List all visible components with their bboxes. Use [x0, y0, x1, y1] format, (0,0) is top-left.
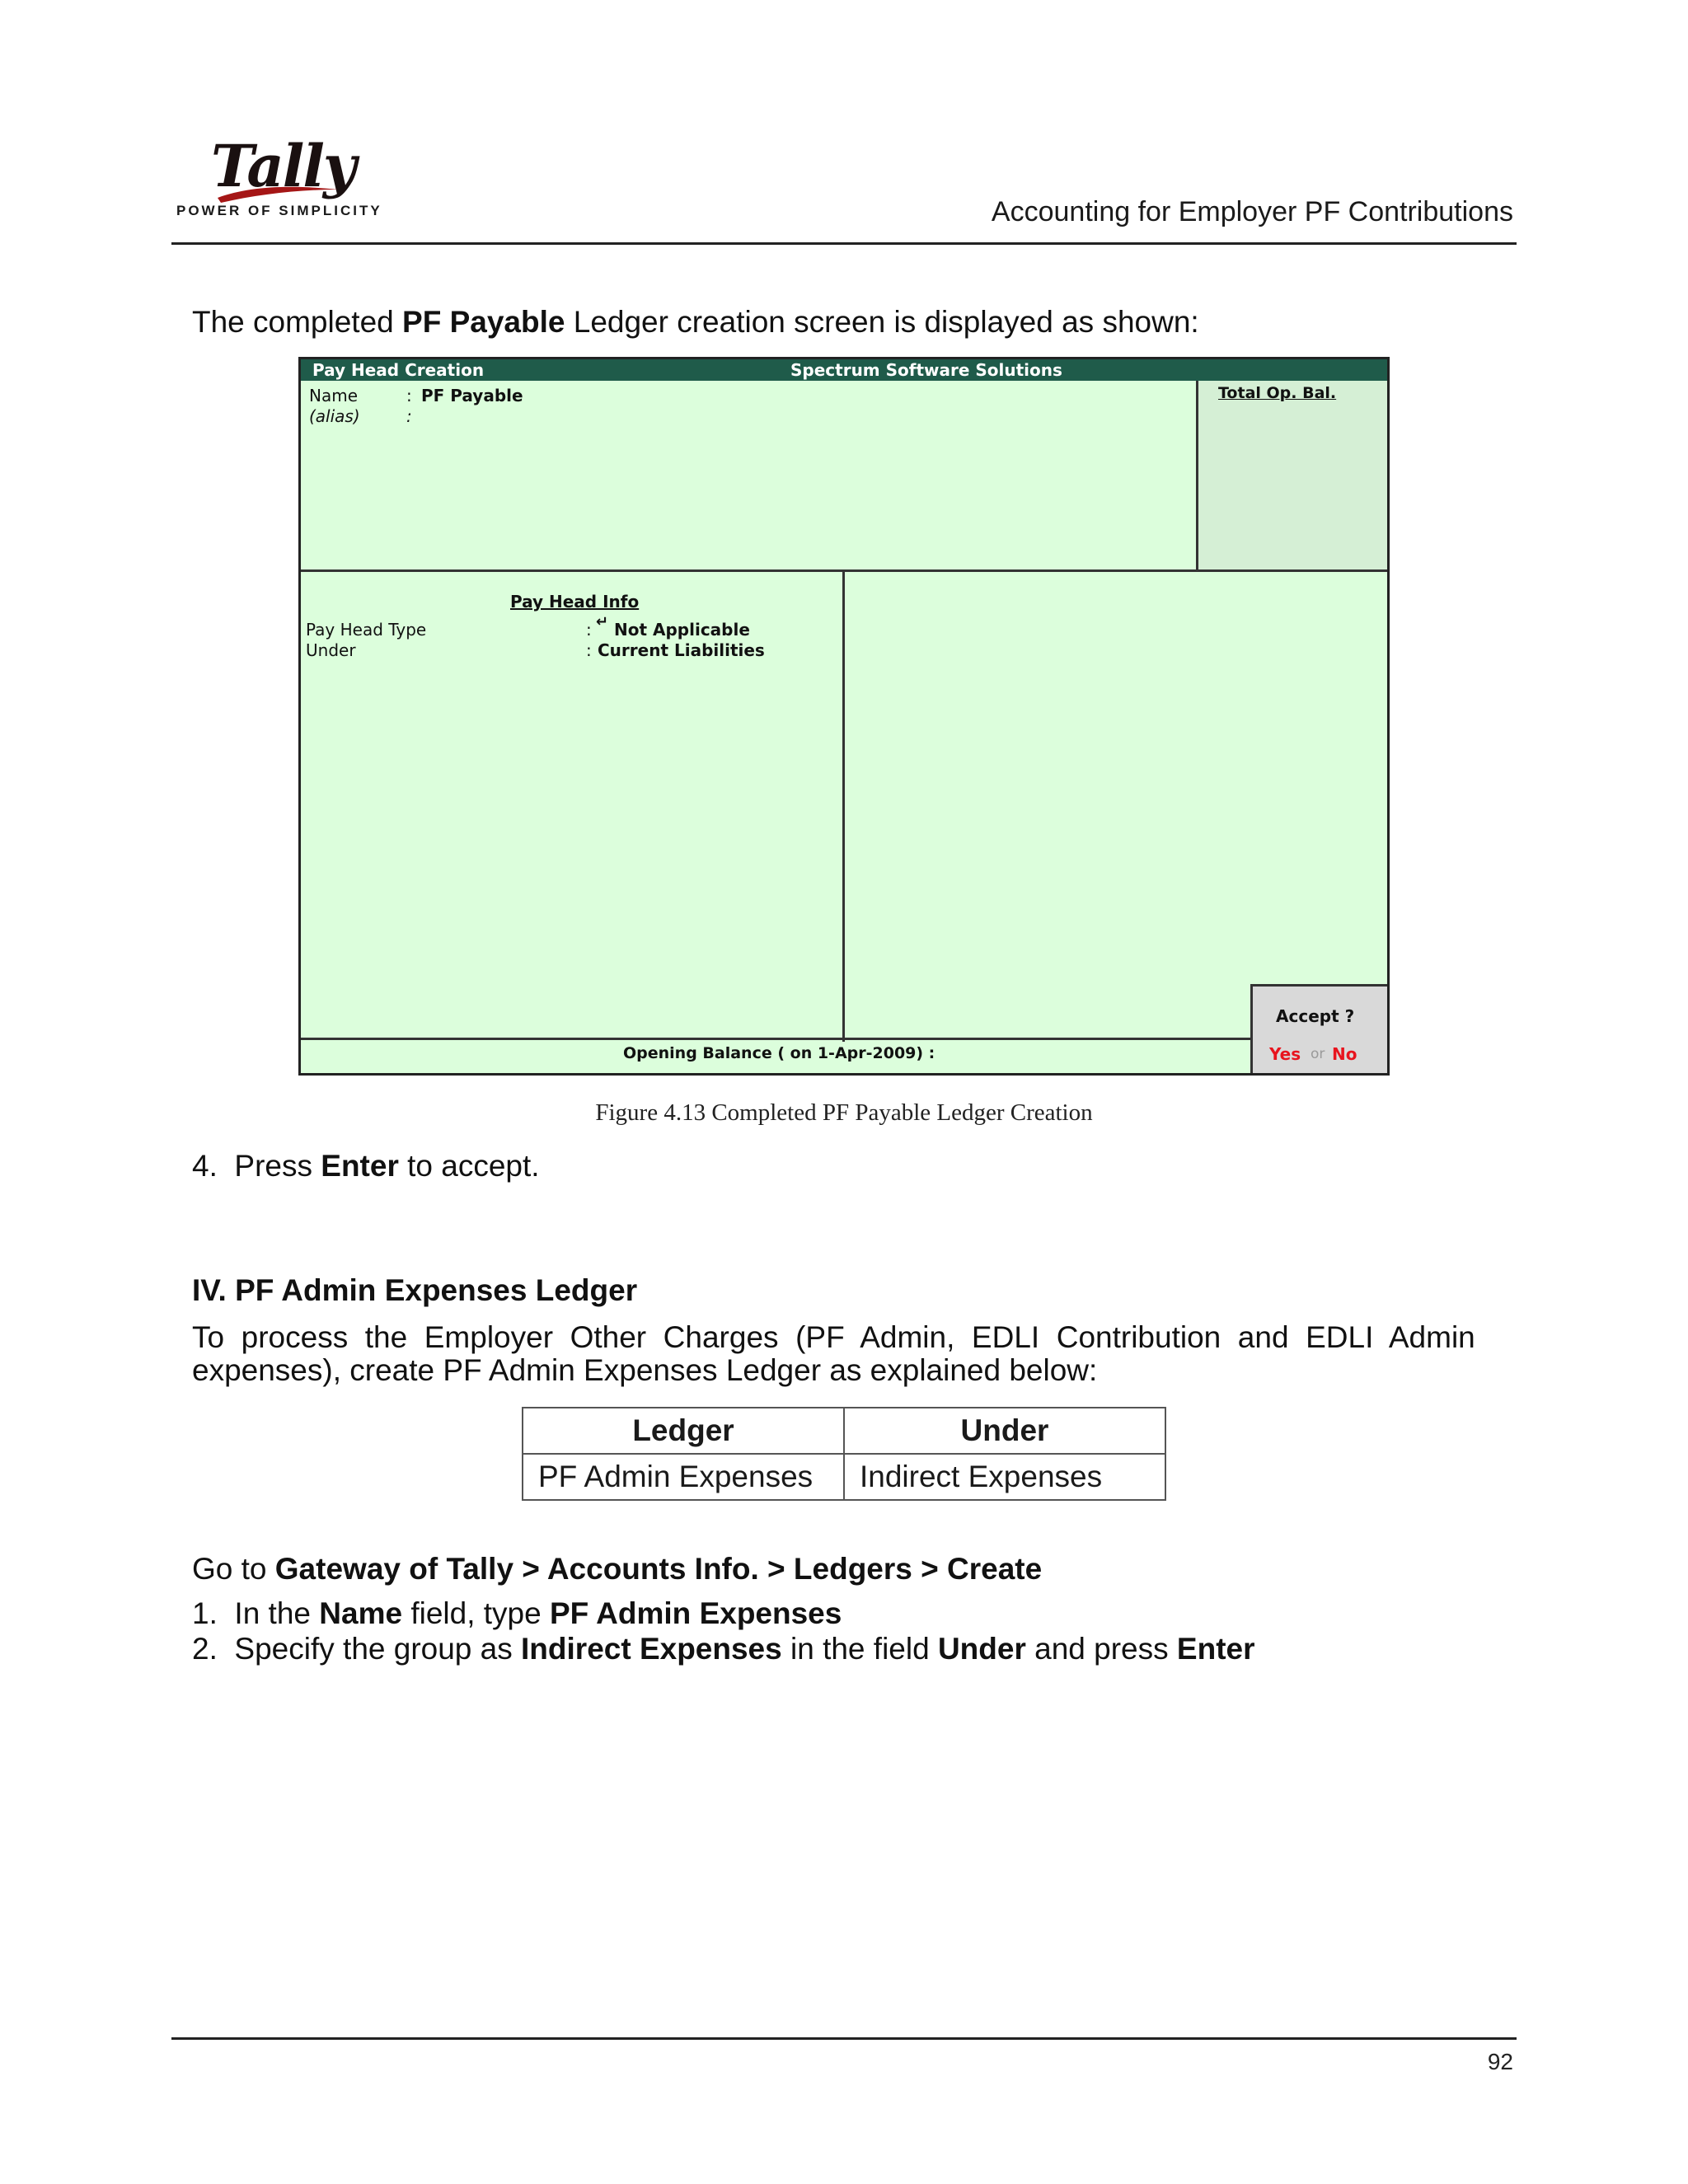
tally-screen	[298, 357, 1390, 1076]
step-bold: Indirect Expenses	[521, 1632, 782, 1666]
step-bold: Enter	[1176, 1632, 1255, 1666]
section-heading: IV. PF Admin Expenses Ledger	[192, 1273, 638, 1307]
step-number: 2.	[192, 1632, 218, 1666]
tally-title-bar	[301, 359, 1387, 381]
under-colon: :	[586, 640, 592, 660]
step-number: 1.	[192, 1596, 218, 1630]
step-text: and press	[1025, 1632, 1177, 1666]
step-text: In the	[234, 1596, 320, 1630]
table-cell: Indirect Expenses	[844, 1454, 1165, 1500]
step-text: field, type	[402, 1596, 550, 1630]
table-header-row	[523, 1408, 1165, 1454]
tally-logo	[175, 132, 382, 223]
header-divider	[171, 242, 1517, 245]
screen-divider	[842, 572, 845, 1042]
total-op-bal-panel	[1196, 381, 1387, 572]
step-bold: Enter	[321, 1149, 399, 1183]
tally-title-left: Pay Head Creation	[312, 360, 485, 380]
page-number: 92	[1487, 2049, 1513, 2074]
step-4	[192, 1149, 540, 1183]
pay-head-type-colon: :	[586, 620, 592, 640]
goto-line	[192, 1552, 1042, 1586]
name-colon: :	[406, 386, 412, 405]
step-bold: Under	[937, 1632, 1026, 1666]
intro-text-part: Ledger creation screen is displayed as shown:	[565, 305, 1199, 339]
screen-divider	[301, 1038, 1257, 1040]
intro-bold: PF Payable	[402, 305, 565, 339]
accept-or-text: or	[1311, 1046, 1325, 1062]
tally-company-name: Spectrum Software Solutions	[790, 360, 1062, 380]
logo-tagline: POWER OF SIMPLICITY	[176, 203, 382, 218]
alias-colon: :	[406, 406, 412, 426]
ledger-table	[522, 1407, 1166, 1501]
step-text: in the field	[781, 1632, 938, 1666]
name-field[interactable]: PF Payable	[421, 386, 523, 405]
logo-swoosh-icon	[216, 181, 340, 204]
total-op-bal-label: Total Op. Bal.	[1218, 384, 1337, 402]
table-row	[523, 1454, 1165, 1500]
intro-text	[192, 305, 1199, 340]
figure-caption: Figure 4.13 Completed PF Payable Ledger Creation	[595, 1099, 1093, 1126]
logo-wordmark: Tally	[211, 132, 355, 200]
intro-text-part: The completed	[192, 305, 403, 339]
pay-head-type-label: Pay Head Type	[306, 620, 427, 640]
under-label: Under	[306, 640, 356, 660]
step-2	[192, 1632, 1255, 1666]
enter-key-icon: ↵	[596, 613, 609, 630]
goto-path: Gateway of Tally > Accounts Info. > Ledgers > Create	[274, 1552, 1043, 1586]
pay-head-info-title: Pay Head Info	[510, 592, 640, 612]
step-text: Specify the group as	[234, 1632, 522, 1666]
step-bold: Name	[319, 1596, 403, 1630]
header-title: Accounting for Employer PF Contributions	[991, 196, 1513, 227]
step-bold: PF Admin Expenses	[550, 1596, 842, 1630]
under-field[interactable]: Current Liabilities	[598, 640, 765, 660]
accept-prompt: Accept ?	[1276, 1006, 1355, 1026]
accept-yes-button[interactable]: Yes	[1269, 1044, 1301, 1064]
footer-divider	[171, 2037, 1517, 2040]
step-text: Press	[234, 1149, 321, 1183]
step-text: to accept.	[398, 1149, 540, 1183]
opening-balance-label[interactable]: Opening Balance ( on 1-Apr-2009) :	[623, 1044, 935, 1062]
accept-no-button[interactable]: No	[1332, 1044, 1357, 1064]
section-paragraph-line: expenses), create PF Admin Expenses Ledger as explained below:	[192, 1353, 1098, 1387]
accept-dialog	[1250, 984, 1387, 1073]
column-header: Under	[844, 1408, 1165, 1454]
column-header: Ledger	[523, 1408, 844, 1454]
section-paragraph-line: To process the Employer Other Charges (PF Admin, EDLI Contribution and EDLI Admin	[192, 1320, 1475, 1354]
goto-text: Go to	[192, 1552, 275, 1586]
step-number: 4.	[192, 1149, 218, 1183]
table-cell: PF Admin Expenses	[523, 1454, 844, 1500]
alias-label: (alias)	[309, 406, 360, 426]
pay-head-type-field[interactable]: Not Applicable	[614, 620, 750, 640]
name-label: Name	[309, 386, 359, 405]
step-1	[192, 1596, 842, 1631]
